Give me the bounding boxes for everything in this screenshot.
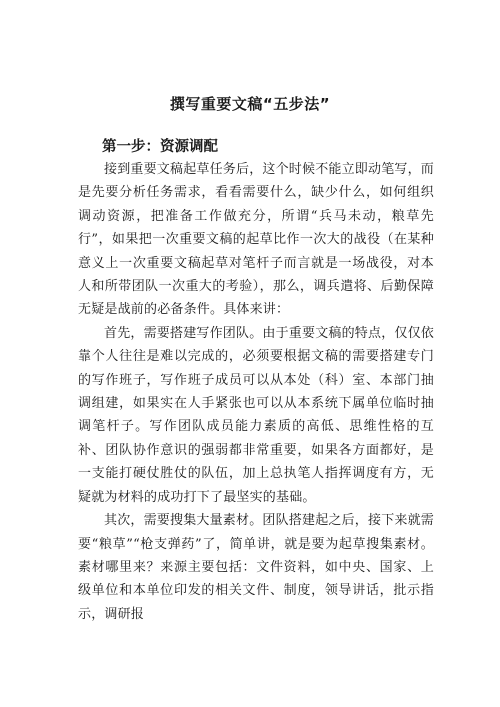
paragraph-team: 首先，需要搭建写作团队。由于重要文稿的特点，仅仅依靠个人往往是难以完成的，必须要根据文稿的需要搭建专门的写作班子，写作班子成员可以从本处（科）室、本部门抽调组建，如果实在人手紧张也可以从本系统下属单位临时抽调笔杆子。写作团队成员能力素质的高低、思维性格的互补、团队协作意识的强弱都非常重要，如果各方面都好，是一支能打硬仗胜仗的队伍，加上总执笔人指挥调度有方，无疑就为材料的成功打下了最坚实的基础。 [78, 325, 435, 505]
paragraph-intro: 接到重要文稿起草任务后，这个时候不能立即动笔写，而是先要分析任务需求，看看需要什么，缺少什么，如何组织调动资源，把准备工作做充分，所谓“兵马未动，粮草先行”，如果把一次重要文稿的起草比作一次大的战役（在某种意义上一次重要文稿起草对笔杆子而言就是一场战役，对本人和所带团队一次重大的考验），那么，调兵遣将、后勤保障无疑是战前的必备条件。具体来讲： [78, 162, 435, 318]
section-heading: 第一步：资源调配 [102, 139, 218, 155]
paragraph-materials: 其次，需要搜集大量素材。团队搭建起之后，接下来就需要“粮草”“枪支弹药”了，简单讲，就是要为起草搜集素材。素材哪里来？来源主要包括：文件资料，如中央、国家、上级单位和本单位印发的相关文件、制度，领导讲话，批示指示，调研报 [78, 513, 435, 622]
document-title: 撰写重要文稿“五步法” [169, 95, 331, 113]
body-text [78, 158, 434, 626]
